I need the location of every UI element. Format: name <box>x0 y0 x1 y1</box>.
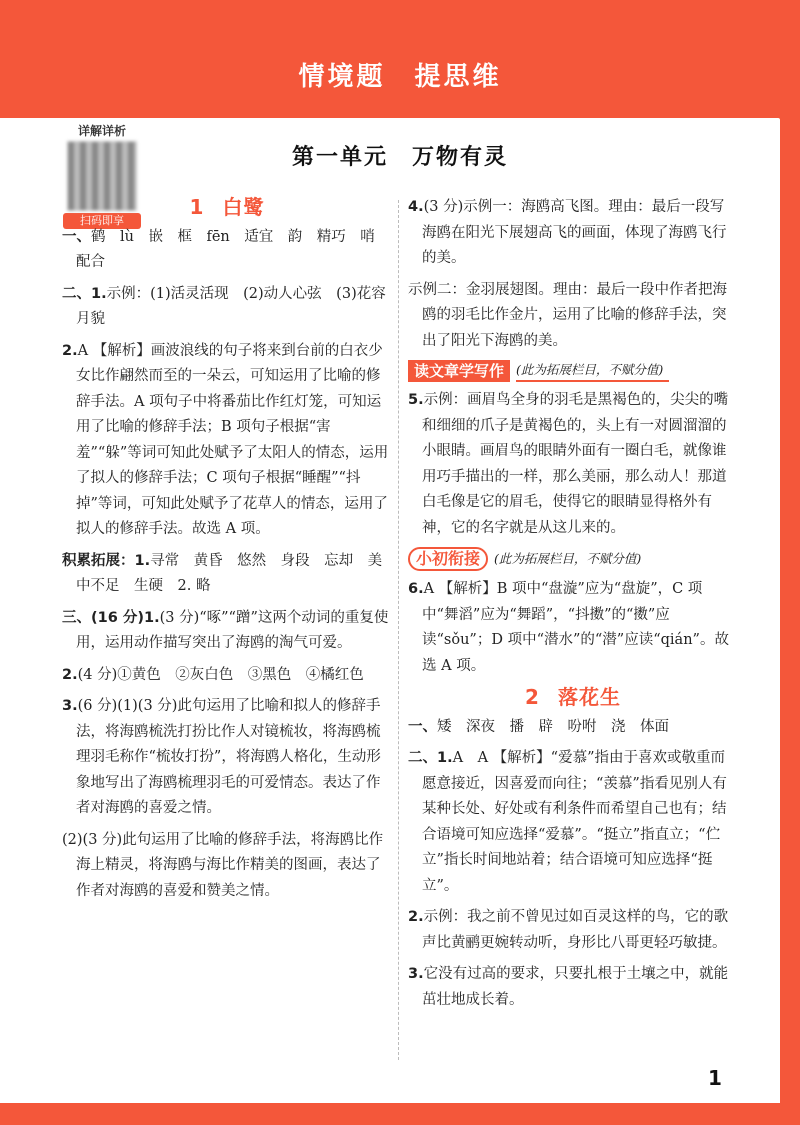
left-column <box>62 195 392 910</box>
item-text: 寻常 黄昏 悠然 身段 忘却 美中不足 生硬 2. 略 <box>76 552 383 594</box>
right-column <box>408 195 738 1019</box>
item-key: 2. <box>62 342 78 359</box>
item-text: A A 【解析】“爱慕”指由于喜欢或敬重而愿意接近，因喜爱而向往；“羡慕”指看见别人有某种长处、好处或有利条件而希望自己也有；结合语境可知应选择“爱慕”。“挺立”指直立；“伫立”指长时间地站着；结合语境可知应选择“挺立”。 <box>422 750 727 894</box>
answer-item <box>62 549 392 600</box>
lesson-number: 1 <box>189 195 205 219</box>
item-text: (3 分)示例一：海鸥高飞图。理由：最后一段写海鸥在阳光下展翅高飞的画面，体现了海鸥飞行的美。 <box>422 199 727 266</box>
qr-top-label: 详解详析 <box>77 124 126 138</box>
column-divider <box>398 200 399 1060</box>
section-note: (此为拓展栏目，不赋分值) <box>494 551 642 566</box>
item-text: 它没有过高的要求，只要扎根于土壤之中，就能茁壮地成长着。 <box>422 966 729 1008</box>
lesson-1-answers <box>62 225 392 905</box>
item-key: 三、(16 分)1. <box>62 609 160 626</box>
item-text: (4 分)①黄色 ②灰白色 ③黑色 ④橘红色 <box>77 666 364 683</box>
section-tag: 小初衔接 <box>408 547 488 571</box>
item-text: (3 分)“啄”“蹭”这两个动词的重复使用，运用动作描写突出了海鸥的淘气可爱。 <box>76 609 389 651</box>
item-text: (2)(3 分)此句运用了比喻的修辞手法，将海鸥比作海上精灵，将海鸥与海比作精美的图画，表达了作者对海鸥的喜爱和赞美之情。 <box>62 831 384 899</box>
answer-item <box>408 715 738 741</box>
answer-item <box>408 278 738 355</box>
item-key: 2. <box>408 909 424 925</box>
answer-item <box>62 225 392 276</box>
lesson-1-answers-continued <box>408 195 738 354</box>
item-key: 6. <box>408 581 424 597</box>
answer-item <box>408 905 738 956</box>
item-text: 示例：我之前不曾见过如百灵这样的鸟，它的歌声比黄鹂更婉转动听，身形比八哥更轻巧敏捷。 <box>422 909 729 951</box>
item-text: 示例：画眉鸟全身的羽毛是黑褐色的，尖尖的嘴和细细的爪子是黄褐色的，头上有一对圆溜溜的小眼睛。画眉鸟的眼睛外面有一圈白毛，就像谁用巧手描出的一样，那么美丽，那么动人！那道白毛像是它的眉毛，使得它的眼睛显得格外有神，它的名字就是从这儿来的。 <box>422 392 729 536</box>
unit-title: 第一单元 万物有灵 <box>291 145 508 170</box>
item-text: 鹤 lù 嵌 框 fēn 适宜 韵 精巧 哨 配合 <box>76 228 390 270</box>
item-key: 二、1. <box>62 285 107 302</box>
answer-item <box>408 195 738 272</box>
section-writing <box>408 360 738 382</box>
lesson-2-title <box>408 685 738 711</box>
item-key: 4. <box>408 199 424 215</box>
answer-item <box>62 282 392 333</box>
answer-item <box>408 577 738 679</box>
right-border <box>780 118 800 1103</box>
page-number: 1 <box>708 1066 722 1090</box>
item-key: 3. <box>408 966 424 982</box>
section-tag: 读文章学写作 <box>408 360 510 382</box>
item-text: 示例二：金羽展翅图。理由：最后一段中作者把海鸥的羽毛比作金片，运用了比喻的修辞手法，突出了阳光下海鸥的美。 <box>408 281 727 349</box>
lesson-number: 2 <box>525 685 540 709</box>
answer-item <box>62 694 392 822</box>
lesson-name: 落花生 <box>557 685 621 709</box>
item-text: (6 分)(1)(3 分)此句运用了比喻和拟人的修辞手法，将海鸥梳洗打扮比作人对镜梳妆，将海鸥梳理羽毛称作“梳妆打扮”，将海鸥人格化，生动形象地写出了海鸥梳理羽毛的可爱情态。表达了作者对海鸥的喜爱之情。 <box>76 698 381 816</box>
section-note: (此为拓展栏目，不赋分值) <box>516 360 669 382</box>
top-banner <box>0 0 800 118</box>
answer-item <box>62 828 392 905</box>
qr-bottom-label: 扫码即享 <box>63 213 141 229</box>
banner-title: 情境题 提思维 <box>298 62 502 92</box>
item-key: 3. <box>62 698 78 714</box>
item-text: A 【解析】B 项中“盘漩”应为“盘旋”，C 项中“舞滔”应为“舞蹈”，“抖擞”的“擞”应读“sǒu”；D 项中“潜水”的“潜”应读“qián”。故选 A 项。 <box>422 581 729 674</box>
item-key: 一、 <box>62 228 91 245</box>
item-key: 一、 <box>408 718 437 735</box>
item-key: 2. <box>62 666 78 683</box>
answer-item <box>408 388 738 541</box>
bottom-border <box>0 1103 800 1125</box>
lesson-2-answers <box>408 715 738 1014</box>
item-text: 矮 深夜 播 辟 吩咐 浇 体面 <box>437 718 669 735</box>
answer-item <box>62 663 392 689</box>
lesson-name: 白鹭 <box>222 195 265 219</box>
answer-item <box>408 746 738 899</box>
item-key: 积累拓展：1. <box>62 552 151 569</box>
answer-item <box>62 606 392 657</box>
answer-item <box>408 962 738 1013</box>
answer-item <box>62 339 392 543</box>
section-transition <box>408 547 738 571</box>
lesson-1-title <box>62 195 392 221</box>
item-key: 二、1. <box>408 750 453 766</box>
item-text: 示例：(1)活灵活现 (2)动人心弦 (3)花容月貌 <box>76 285 386 327</box>
item-key: 5. <box>408 392 424 408</box>
item-text: A 【解析】画波浪线的句子将来到台前的白衣少女比作翩然而至的一朵云，可知运用了比喻的修辞手法。A 项句子中将番茄比作红灯笼，可知运用了比喻的修辞手法；B 项句子根据“害羞”“躲”等词可知此处赋予了太阳人的情态，运用了拟人的修辞手法；C 项句子根据“睡醒”“抖掉”等词，可知此处赋予了花草人的情态，运用了拟人的修辞手法。故选 A 项。 <box>76 342 389 537</box>
